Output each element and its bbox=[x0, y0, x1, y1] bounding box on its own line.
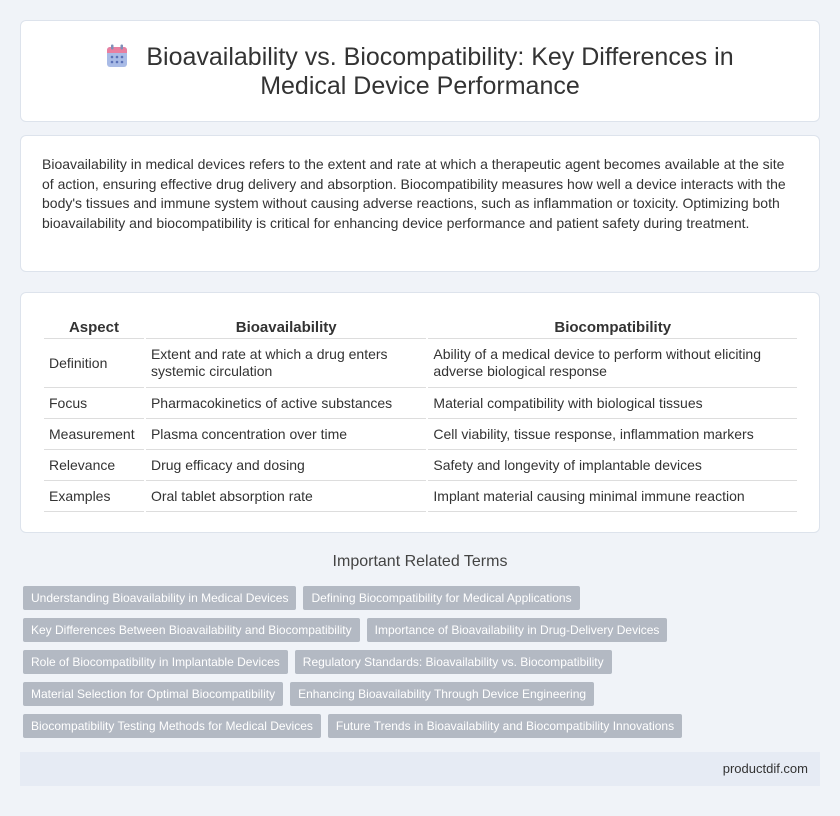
table-cell: Implant material causing minimal immune reaction bbox=[428, 481, 797, 512]
comparison-card bbox=[20, 292, 820, 533]
related-term-tag[interactable]: Importance of Bioavailability in Drug-Delivery Devices bbox=[367, 618, 668, 642]
column-header-bioavailability: Bioavailability bbox=[146, 317, 426, 339]
related-term-tag[interactable]: Future Trends in Bioavailability and Biocompatibility Innovations bbox=[328, 714, 682, 738]
related-term-tag[interactable]: Material Selection for Optimal Biocompatibility bbox=[23, 682, 283, 706]
table-row bbox=[44, 388, 797, 419]
title-wrap bbox=[21, 43, 819, 101]
page-title: Bioavailability vs. Biocompatibility: Key Differences in Medical Device Performance bbox=[146, 43, 734, 100]
table-cell: Relevance bbox=[44, 450, 144, 481]
related-term-tag[interactable]: Regulatory Standards: Bioavailability vs. Biocompatibility bbox=[295, 650, 612, 674]
column-header-aspect: Aspect bbox=[44, 317, 144, 339]
related-term-tag[interactable]: Biocompatibility Testing Methods for Medical Devices bbox=[23, 714, 321, 738]
related-terms-list bbox=[23, 586, 823, 746]
footer bbox=[20, 752, 820, 786]
table-cell: Oral tablet absorption rate bbox=[146, 481, 426, 512]
table-cell: Extent and rate at which a drug enters systemic circulation bbox=[146, 339, 426, 388]
comparison-table bbox=[42, 317, 799, 512]
intro-paragraph: Bioavailability in medical devices refers to the extent and rate at which a therapeutic agent becomes available at the site of action, ensuring effective drug delivery and absorption. Biocompatibility measures how well a device interacts with the body's tissues and immune system without causing adverse reactions, such as inflammation or toxicity. Optimizing both bioavailability and biocompatibility is critical for enhancing device performance and patient safety during treatment. bbox=[42, 156, 786, 231]
table-cell: Focus bbox=[44, 388, 144, 419]
related-term-tag[interactable]: Key Differences Between Bioavailability and Biocompatibility bbox=[23, 618, 360, 642]
related-term-tag[interactable]: Role of Biocompatibility in Implantable Devices bbox=[23, 650, 288, 674]
table-cell: Pharmacokinetics of active substances bbox=[146, 388, 426, 419]
related-terms-heading: Important Related Terms bbox=[332, 553, 508, 570]
table-cell: Definition bbox=[44, 339, 144, 388]
table-cell: Drug efficacy and dosing bbox=[146, 450, 426, 481]
table-row bbox=[44, 481, 797, 512]
table-cell: Cell viability, tissue response, inflammation markers bbox=[428, 419, 797, 450]
tag-row bbox=[23, 682, 823, 706]
related-term-tag[interactable]: Enhancing Bioavailability Through Device Engineering bbox=[290, 682, 594, 706]
tag-row bbox=[23, 586, 823, 610]
table-cell: Examples bbox=[44, 481, 144, 512]
related-term-tag[interactable]: Defining Biocompatibility for Medical Applications bbox=[303, 586, 579, 610]
table-row bbox=[44, 419, 797, 450]
related-term-tag[interactable]: Understanding Bioavailability in Medical Devices bbox=[23, 586, 296, 610]
table-cell: Material compatibility with biological tissues bbox=[428, 388, 797, 419]
table-cell: Ability of a medical device to perform without eliciting adverse biological response bbox=[428, 339, 797, 388]
footer-site-name: productdif.com bbox=[722, 761, 808, 776]
calendar-icon bbox=[106, 44, 128, 68]
column-header-biocompatibility: Biocompatibility bbox=[428, 317, 797, 339]
table-cell: Safety and longevity of implantable devices bbox=[428, 450, 797, 481]
tag-row bbox=[23, 650, 823, 674]
table-row bbox=[44, 450, 797, 481]
intro-card bbox=[20, 135, 820, 272]
table-row bbox=[44, 339, 797, 388]
header-card bbox=[20, 20, 820, 122]
tag-row bbox=[23, 618, 823, 642]
table-header-row bbox=[44, 317, 797, 339]
table-cell: Plasma concentration over time bbox=[146, 419, 426, 450]
table-cell: Measurement bbox=[44, 419, 144, 450]
tag-row bbox=[23, 714, 823, 738]
